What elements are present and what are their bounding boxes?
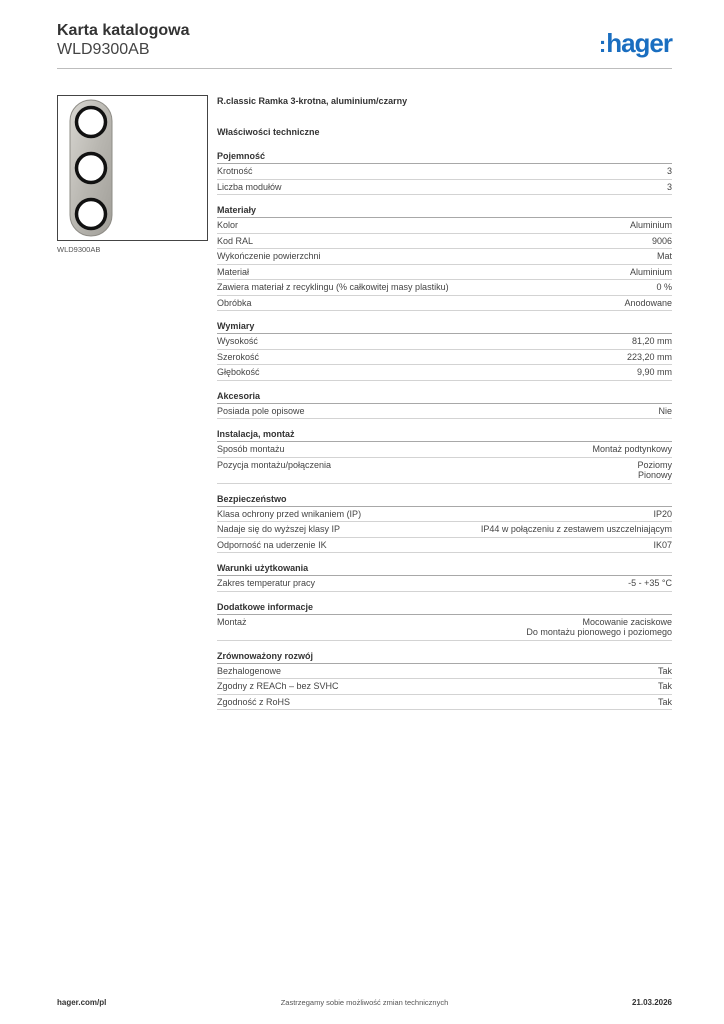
spec-value [667,182,672,193]
section-title: Bezpieczeństwo [217,494,672,507]
spec-value-line: IP20 [653,508,672,519]
spec-row [217,280,672,296]
document-code: WLD9300AB [57,41,150,58]
spec-value [656,282,672,293]
spec-label: Kod RAL [217,235,254,246]
spec-value-line: 0 % [656,282,672,292]
spec-label: Szerokość [217,351,260,362]
spec-value-line: 9006 [651,235,672,246]
spec-value-line: Mat [656,251,672,261]
spec-value [632,336,672,347]
section-title: Pojemność [217,151,672,164]
spec-value-line: IK07 [653,539,672,550]
spec-section [217,651,672,711]
spec-label: Bezhalogenowe [217,665,282,676]
spec-label: Obróbka [217,297,252,308]
spec-value-line: 3 [666,166,672,176]
spec-row [217,218,672,234]
spec-row [217,180,672,196]
spec-label: Odporność na uderzenie IK [217,539,327,550]
spec-label: Zawiera materiał z recyklingu (% całkowitej masy plastiku) [217,282,449,292]
logo-prefix: : [598,32,606,57]
spec-value [658,681,672,692]
footer-website: hager.com/pl [57,998,107,1007]
spec-label: Liczba modułów [217,181,282,192]
spec-section [217,494,672,554]
spec-row [217,538,672,554]
section-title: Akcesoria [217,391,672,404]
spec-value [652,236,672,247]
spec-value [657,251,672,262]
spec-label: Zakres temperatur pracy [217,578,316,588]
spec-value-line: 81,20 mm [631,336,672,346]
document-title: Karta katalogowa [57,22,190,39]
spec-label: Sposób montażu [217,444,285,454]
spec-label: Kolor [217,220,239,230]
spec-label: Montaż [217,616,247,627]
section-title: Wymiary [217,321,672,334]
spec-value [658,697,672,708]
spec-value [627,352,672,363]
spec-row [217,265,672,281]
footer-notice: Zastrzegamy sobie możliwość zmian technicznych [280,998,449,1007]
spec-value [481,524,672,535]
spec-value [667,166,672,177]
spec-value-line: Pionowy [637,470,672,480]
spec-label: Pozycja montażu/połączenia [217,459,332,470]
spec-section [217,429,672,484]
spec-value [653,540,672,551]
spec-value [526,617,672,638]
spec-value [637,460,672,481]
spec-label: Krotność [217,166,253,176]
spec-value [624,298,672,309]
spec-value-line: Anodowane [624,297,672,308]
spec-row [217,664,672,680]
spec-row [217,615,672,641]
hager-logo [599,28,672,59]
spec-value [630,267,672,278]
spec-value-line: Poziomy [637,459,672,470]
spec-value [637,367,672,378]
section-title: Materiały [217,205,672,218]
spec-row [217,507,672,523]
spec-value-line: Montaż podtynkowy [592,444,672,454]
spec-label: Nadaje się do wyższej klasy IP [217,524,341,534]
spec-row [217,249,672,265]
spec-row [217,679,672,695]
section-title: Warunki użytkowania [217,563,672,576]
technical-properties-heading: Właściwości techniczne [217,127,320,137]
section-title: Dodatkowe informacje [217,602,672,615]
spec-section [217,563,672,592]
spec-row [217,522,672,538]
spec-value-line: Do montażu pionowego i poziomego [526,627,672,637]
spec-row [217,576,672,592]
section-title: Instalacja, montaż [217,429,672,442]
spec-section [217,602,672,641]
spec-value-line: -5 - +35 °C [628,578,672,588]
spec-value-line: Mocowanie zaciskowe [582,616,672,627]
spec-row [217,350,672,366]
spec-value-line: 3 [666,181,672,192]
spec-row [217,164,672,180]
product-image [57,95,208,241]
spec-label: Posiada pole opisowe [217,405,305,416]
spec-row [217,458,672,484]
spec-value [658,666,672,677]
spec-value [592,444,672,455]
spec-label: Wysokość [217,336,258,346]
spec-row [217,334,672,350]
spec-label: Zgodność z RoHS [217,696,291,707]
spec-value [653,509,672,520]
spec-value-line: 223,20 mm [626,351,672,362]
spec-label: Głębokość [217,367,260,377]
footer-date: 21.03.2026 [631,998,672,1007]
spec-value-line: Tak [657,696,672,707]
spec-value-line: Aluminium [629,266,672,277]
spec-value-line: 9,90 mm [636,367,672,377]
spec-value-line: Tak [657,681,672,691]
spec-value [630,220,672,231]
spec-value [628,578,672,589]
spec-label: Zgodny z REACh – bez SVHC [217,681,339,691]
spec-row [217,296,672,312]
spec-content [217,96,672,720]
spec-sections [217,151,672,710]
spec-label: Wykończenie powierzchni [217,251,321,261]
header-divider [57,68,672,69]
spec-value-line: IP44 w połączeniu z zestawem uszczelniającym [480,524,672,534]
spec-section [217,205,672,311]
section-title: Zrównoważony rozwój [217,651,672,664]
spec-row [217,404,672,420]
spec-row [217,234,672,250]
spec-row [217,695,672,711]
page-header [57,22,672,69]
logo-text: hager [606,28,672,58]
spec-row [217,365,672,381]
spec-value-line: Aluminium [629,220,672,230]
product-title: R.classic Ramka 3-krotna, aluminium/czarny [217,96,408,106]
spec-label: Klasa ochrony przed wnikaniem (IP) [217,508,362,519]
spec-section [217,151,672,195]
frame-3-gang-image [58,96,207,240]
spec-value-line: Tak [657,665,672,676]
spec-row [217,442,672,458]
spec-section [217,321,672,381]
spec-label: Materiał [217,266,250,277]
image-caption: WLD9300AB [57,245,101,254]
spec-section [217,391,672,420]
spec-value-line: Nie [658,405,672,416]
spec-value [658,406,672,417]
